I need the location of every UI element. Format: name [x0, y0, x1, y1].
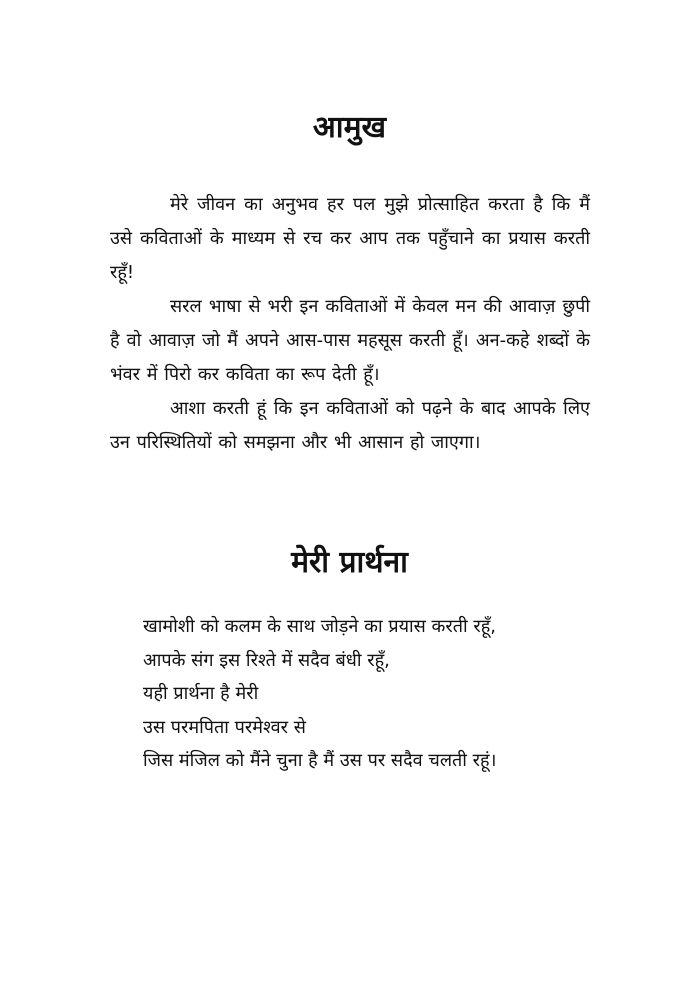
foreword-body — [110, 188, 590, 460]
foreword-title: आमुख — [312, 110, 387, 145]
prayer-line-1: खामोशी को कलम के साथ जोड़ने का प्रयास करती रहूँ, — [143, 616, 497, 637]
prayer-line-4: उस परमपिता परमेश्वर से — [143, 716, 306, 738]
prayer-line-3: यही प्रार्थना है मेरी — [143, 683, 259, 704]
foreword-paragraph-2: सरल भाषा से भरी इन कविताओं में केवल मन की आवाज़ छुपी है वो आवाज़ जो मैं अपने आस-पास महसूस करती हूँ। अन-कहे शब्दों के भंवर में पिरो कर कविता का रूप देती हूँ। — [110, 296, 590, 385]
prayer-poem — [143, 610, 573, 778]
prayer-line-2: आपके संग इस रिश्ते में सदैव बंधी रहूँ, — [143, 649, 390, 671]
prayer-line-5: जिस मंजिल को मैंने चुना है मैं उस पर सदैव चलती रहूं। — [143, 750, 497, 771]
prayer-title: मेरी प्रार्थना — [291, 545, 408, 580]
foreword-paragraph-1: मेरे जीवन का अनुभव हर पल मुझे प्रोत्साहित करता है कि मैं उसे कविताओं के माध्यम से रच कर आप तक पहुँचाने का प्रयास करती रहूँ! — [110, 194, 590, 283]
foreword-paragraph-3: आशा करती हूं कि इन कविताओं को पढ़ने के बाद आपके लिए उन परिस्थितियों को समझना और भी आसान हो जाएगा। — [110, 398, 590, 453]
